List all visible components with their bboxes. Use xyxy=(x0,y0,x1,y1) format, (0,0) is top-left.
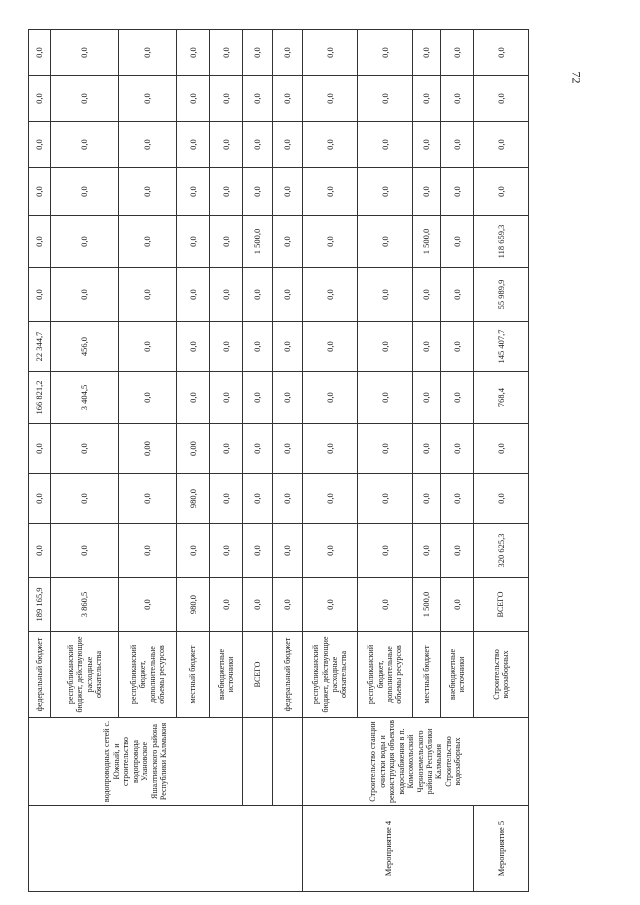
amount-cell: 0,0 xyxy=(51,424,119,474)
amount-cell: 0,0 xyxy=(29,474,51,524)
amount-cell: 0,0 xyxy=(358,372,413,424)
event-label-cell xyxy=(29,806,303,892)
amount-cell: 0,0 xyxy=(119,76,177,122)
funding-source-cell: республиканский бюджет, действующие расходные обязательства xyxy=(51,632,119,718)
amount-cell: 189 165,9 xyxy=(29,578,51,632)
amount-cell: 145 407,7 xyxy=(474,322,529,372)
amount-cell: 0,0 xyxy=(303,524,358,578)
event-description-text: Строительство станции очистки воды и реконструкция объектов xyxy=(368,720,397,803)
funding-source-cell: республиканский бюджет, дополнительные объемы ресурсов xyxy=(358,632,413,718)
amount-cell: 0,0 xyxy=(273,216,303,268)
amount-cell: 0,0 xyxy=(177,322,210,372)
amount-cell: 0,0 xyxy=(243,474,273,524)
amount-cell: 1 500,0 xyxy=(413,578,441,632)
page-number: 72 xyxy=(569,71,584,84)
amount-cell: 0,0 xyxy=(441,76,474,122)
amount-cell: 0,0 xyxy=(303,372,358,424)
amount-cell: 0,0 xyxy=(51,76,119,122)
amount-cell: 55 989,9 xyxy=(474,268,529,322)
amount-cell: 0,0 xyxy=(243,372,273,424)
funding-source-cell: республиканский бюджет, дополнительные объемы ресурсов xyxy=(119,632,177,718)
amount-cell: 0,0 xyxy=(303,216,358,268)
event-description-text: водоснабжения в п. Комсомольский Черноземельского района Республики Калмыкия xyxy=(396,728,444,795)
amount-cell: 0,0 xyxy=(273,578,303,632)
event-description-cell xyxy=(303,718,529,806)
amount-cell: 0,0 xyxy=(273,30,303,76)
amount-cell: 0,0 xyxy=(243,578,273,632)
funding-source-cell: ВСЕГО xyxy=(474,578,529,632)
table-row xyxy=(273,30,303,892)
event-description-cell xyxy=(474,632,529,718)
amount-cell: 0,0 xyxy=(358,268,413,322)
amount-cell: 0,0 xyxy=(358,322,413,372)
amount-cell: 0,0 xyxy=(51,122,119,168)
amount-cell: 0,0 xyxy=(358,168,413,216)
table-row xyxy=(29,30,51,892)
amount-cell: 0,0 xyxy=(413,30,441,76)
amount-cell: 0,0 xyxy=(413,76,441,122)
event-label-cell: Мероприятие 4 xyxy=(303,806,474,892)
amount-cell: 0,0 xyxy=(177,524,210,578)
amount-cell: 0,0 xyxy=(177,168,210,216)
amount-cell: 980,0 xyxy=(177,474,210,524)
amount-cell: 0,0 xyxy=(177,30,210,76)
amount-cell: 1 500,0 xyxy=(243,216,273,268)
event-description-text: водопроводных сетей с. Южный, и строительство водопровода xyxy=(102,720,140,803)
amount-cell: 0,0 xyxy=(210,168,243,216)
amount-cell: 0,0 xyxy=(177,122,210,168)
amount-cell: 0,0 xyxy=(358,578,413,632)
amount-cell: 0,0 xyxy=(210,76,243,122)
amount-cell: 0,0 xyxy=(303,122,358,168)
amount-cell: 0,0 xyxy=(51,216,119,268)
amount-cell: 0,0 xyxy=(273,268,303,322)
amount-cell: 0,0 xyxy=(358,30,413,76)
amount-cell: 0,0 xyxy=(119,524,177,578)
amount-cell: 0,00 xyxy=(119,424,177,474)
amount-cell: 0,0 xyxy=(177,372,210,424)
amount-cell: 0,0 xyxy=(273,168,303,216)
event-description-text: Строительство водозаборных xyxy=(491,649,510,700)
amount-cell: 0,0 xyxy=(119,168,177,216)
amount-cell: 0,0 xyxy=(303,322,358,372)
amount-cell: 0,0 xyxy=(303,578,358,632)
amount-cell: 0,0 xyxy=(474,30,529,76)
amount-cell: 0,0 xyxy=(29,216,51,268)
amount-cell: 0,0 xyxy=(358,524,413,578)
rotated-budget-table-page xyxy=(28,30,528,892)
event-label-cell: Мероприятие 5 xyxy=(474,806,529,892)
funding-source-cell: местный бюджет xyxy=(413,632,441,718)
amount-cell: 0,0 xyxy=(243,322,273,372)
amount-cell: 0,0 xyxy=(413,524,441,578)
amount-cell: 0,0 xyxy=(413,474,441,524)
amount-cell: 0,0 xyxy=(273,424,303,474)
amount-cell: 0,0 xyxy=(29,524,51,578)
amount-cell: 0,0 xyxy=(303,168,358,216)
amount-cell: 0,0 xyxy=(413,122,441,168)
amount-cell: 0,0 xyxy=(243,524,273,578)
amount-cell: 0,0 xyxy=(243,122,273,168)
amount-cell: 0,0 xyxy=(243,424,273,474)
event-description-text: Строительство водозаборных xyxy=(443,736,463,787)
amount-cell: 0,0 xyxy=(51,524,119,578)
amount-cell: 0,0 xyxy=(273,524,303,578)
amount-cell: 0,0 xyxy=(29,268,51,322)
amount-cell: 0,0 xyxy=(29,76,51,122)
amount-cell: 0,0 xyxy=(358,474,413,524)
amount-cell: 0,0 xyxy=(441,578,474,632)
amount-cell: 0,0 xyxy=(303,424,358,474)
funding-source-cell: федеральный бюджет xyxy=(29,632,51,718)
amount-cell: 0,0 xyxy=(441,372,474,424)
amount-cell: 0,0 xyxy=(273,122,303,168)
event-description-cell xyxy=(273,718,303,806)
amount-cell: 0,0 xyxy=(119,372,177,424)
budget-table xyxy=(28,29,529,892)
amount-cell: 0,0 xyxy=(210,474,243,524)
amount-cell: 22 344,7 xyxy=(29,322,51,372)
amount-cell: 0,0 xyxy=(303,474,358,524)
amount-cell: 0,0 xyxy=(119,122,177,168)
amount-cell: 0,0 xyxy=(413,168,441,216)
amount-cell: 0,0 xyxy=(119,30,177,76)
amount-cell: 0,0 xyxy=(243,168,273,216)
amount-cell: 166 821,2 xyxy=(29,372,51,424)
amount-cell: 1 500,0 xyxy=(413,216,441,268)
funding-source-cell: республиканский бюджет, действующие расходные обязательства xyxy=(303,632,358,718)
amount-cell: 0,0 xyxy=(273,322,303,372)
amount-cell: 456,0 xyxy=(51,322,119,372)
amount-cell: 3 404,5 xyxy=(51,372,119,424)
amount-cell: 0,00 xyxy=(177,424,210,474)
amount-cell: 0,0 xyxy=(474,76,529,122)
amount-cell: 0,0 xyxy=(441,322,474,372)
amount-cell: 0,0 xyxy=(177,216,210,268)
amount-cell: 0,0 xyxy=(413,322,441,372)
funding-source-cell: внебюджетные источники xyxy=(210,632,243,718)
amount-cell: 0,0 xyxy=(177,76,210,122)
amount-cell: 0,0 xyxy=(273,76,303,122)
amount-cell: 0,0 xyxy=(441,474,474,524)
amount-cell: 768,4 xyxy=(474,372,529,424)
amount-cell: 0,0 xyxy=(273,372,303,424)
amount-cell: 0,0 xyxy=(51,268,119,322)
amount-cell: 0,0 xyxy=(243,268,273,322)
amount-cell: 0,0 xyxy=(441,168,474,216)
amount-cell: 0,0 xyxy=(273,474,303,524)
amount-cell: 0,0 xyxy=(474,122,529,168)
amount-cell: 0,0 xyxy=(441,30,474,76)
amount-cell: 0,0 xyxy=(119,322,177,372)
amount-cell: 0,0 xyxy=(210,524,243,578)
amount-cell: 0,0 xyxy=(358,424,413,474)
amount-cell: 0,0 xyxy=(210,424,243,474)
amount-cell: 320 625,3 xyxy=(474,524,529,578)
amount-cell: 0,0 xyxy=(29,122,51,168)
amount-cell: 980,0 xyxy=(177,578,210,632)
amount-cell: 0,0 xyxy=(210,122,243,168)
funding-source-cell: ВСЕГО xyxy=(243,632,273,718)
amount-cell: 0,0 xyxy=(119,578,177,632)
amount-cell: 0,0 xyxy=(441,216,474,268)
amount-cell: 0,0 xyxy=(413,372,441,424)
amount-cell: 0,0 xyxy=(210,322,243,372)
event-description-cell xyxy=(29,718,243,806)
amount-cell: 0,0 xyxy=(51,474,119,524)
amount-cell: 0,0 xyxy=(358,76,413,122)
event-description-text: Улановское Яшалтинского района Республики Калмыкия xyxy=(140,722,169,801)
table-row xyxy=(243,30,273,892)
funding-source-cell: внебюджетные источники xyxy=(441,632,474,718)
amount-cell: 0,0 xyxy=(358,122,413,168)
amount-cell: 0,0 xyxy=(210,372,243,424)
amount-cell: 0,0 xyxy=(119,216,177,268)
amount-cell: 0,0 xyxy=(441,268,474,322)
event-description-cell xyxy=(243,718,273,806)
amount-cell: 0,0 xyxy=(358,216,413,268)
amount-cell: 0,0 xyxy=(303,30,358,76)
amount-cell: 0,0 xyxy=(29,424,51,474)
amount-cell: 0,0 xyxy=(413,268,441,322)
amount-cell: 0,0 xyxy=(303,268,358,322)
funding-source-cell: федеральный бюджет xyxy=(273,632,303,718)
amount-cell: 0,0 xyxy=(210,30,243,76)
amount-cell: 0,0 xyxy=(210,578,243,632)
amount-cell: 0,0 xyxy=(474,474,529,524)
amount-cell: 3 860,5 xyxy=(51,578,119,632)
amount-cell: 118 659,3 xyxy=(474,216,529,268)
amount-cell: 0,0 xyxy=(413,424,441,474)
amount-cell: 0,0 xyxy=(243,30,273,76)
amount-cell: 0,0 xyxy=(51,30,119,76)
amount-cell: 0,0 xyxy=(474,168,529,216)
amount-cell: 0,0 xyxy=(119,474,177,524)
amount-cell: 0,0 xyxy=(210,216,243,268)
amount-cell: 0,0 xyxy=(474,424,529,474)
amount-cell: 0,0 xyxy=(210,268,243,322)
amount-cell: 0,0 xyxy=(441,524,474,578)
amount-cell: 0,0 xyxy=(29,30,51,76)
amount-cell: 0,0 xyxy=(29,168,51,216)
amount-cell: 0,0 xyxy=(51,168,119,216)
funding-source-cell: местный бюджет xyxy=(177,632,210,718)
amount-cell: 0,0 xyxy=(303,76,358,122)
amount-cell: 0,0 xyxy=(441,424,474,474)
table-row xyxy=(303,30,358,892)
amount-cell: 0,0 xyxy=(243,76,273,122)
amount-cell: 0,0 xyxy=(441,122,474,168)
amount-cell: 0,0 xyxy=(177,268,210,322)
amount-cell: 0,0 xyxy=(119,268,177,322)
